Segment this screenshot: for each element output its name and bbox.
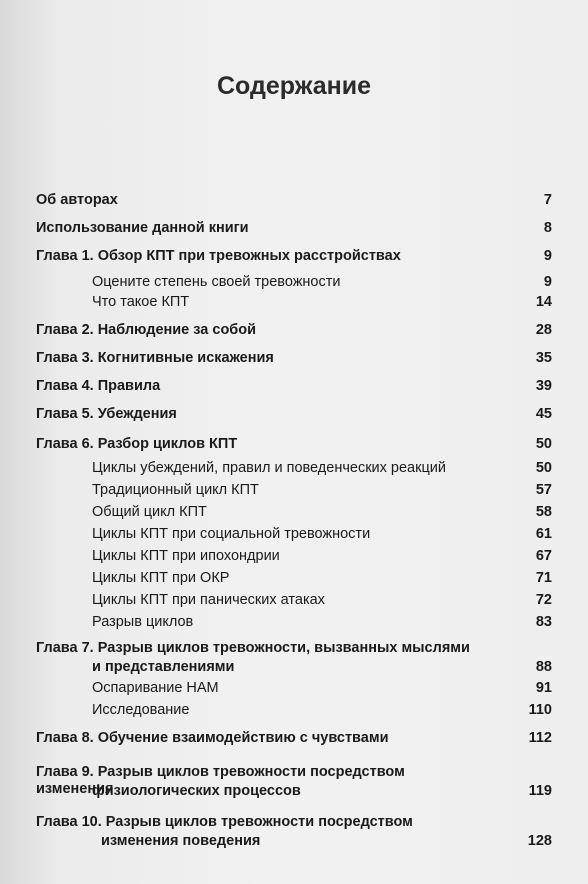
toc-entry-title: Исследование	[92, 702, 190, 718]
toc-entry-title: Глава 9. Разрыв циклов тревожности посредством изменения	[36, 764, 405, 797]
toc-page-number: 72	[535, 592, 552, 608]
toc-entry-title: Глава 5. Убеждения	[36, 406, 177, 422]
toc-entry-title: Что такое КПТ	[92, 294, 190, 310]
toc-page-number: 45	[535, 406, 552, 422]
toc-entry-title: Об авторах	[36, 192, 118, 208]
toc-page-number: 35	[535, 350, 552, 366]
toc-page-number: 67	[535, 548, 552, 564]
toc-page-number: 39	[535, 378, 552, 394]
toc-page-number: 112	[528, 730, 552, 746]
toc-entry-title: Глава 3. Когнитивные искажения	[36, 350, 274, 366]
toc-entry-title-continuation: изменения поведения	[101, 833, 261, 849]
toc-page-number: 71	[535, 570, 552, 586]
toc-page-number: 57	[535, 482, 552, 498]
toc-page-number: 83	[535, 614, 552, 630]
toc-entry-title: Использование данной книги	[36, 220, 249, 236]
toc-page-number: 14	[535, 294, 552, 310]
toc-entry-title: Циклы КПТ при панических атаках	[92, 592, 325, 608]
page-title: Содержание	[216, 72, 372, 100]
toc-entry-title: Глава 10. Разрыв циклов тревожности посредством	[36, 814, 413, 830]
toc-page-number: 128	[527, 833, 552, 849]
toc-entry-title: Глава 2. Наблюдение за собой	[36, 322, 257, 338]
toc-page-number: 58	[535, 504, 552, 520]
toc-page-number: 9	[543, 248, 552, 264]
toc-entry-title: Циклы убеждений, правил и поведенческих реакций	[92, 460, 446, 476]
toc-page-number: 88	[535, 659, 552, 675]
toc-entry-title: Глава 1. Обзор КПТ при тревожных расстройствах	[36, 248, 401, 264]
toc-page-number: 110	[528, 702, 552, 718]
toc-page-number: 28	[535, 322, 552, 338]
toc-entry-title: Циклы КПТ при ОКР	[92, 570, 230, 586]
toc-page-number: 8	[543, 220, 552, 236]
toc-entry-title: Разрыв циклов	[92, 614, 194, 630]
toc-entry-title: Оспаривание НАМ	[92, 680, 219, 696]
toc-entry-title: Традиционный цикл КПТ	[92, 482, 259, 498]
toc-page-number: 91	[535, 680, 552, 696]
toc-page-number: 7	[543, 192, 552, 208]
toc-page-number: 50	[535, 436, 552, 452]
toc-entry-title: Глава 6. Разбор циклов КПТ	[36, 436, 238, 452]
toc-page-number: 9	[543, 274, 552, 290]
toc-page-number: 119	[528, 783, 552, 799]
toc-page-number: 61	[535, 526, 552, 542]
toc-entry-title-continuation: и представлениями	[92, 659, 235, 675]
toc-entry-title: Общий цикл КПТ	[92, 504, 207, 520]
toc-entry-title: Глава 7. Разрыв циклов тревожности, вызванных мыслями	[36, 640, 470, 656]
toc-entry-title: Циклы КПТ при ипохондрии	[92, 548, 280, 564]
toc-entry-title: Циклы КПТ при социальной тревожности	[92, 526, 371, 542]
toc-entry-title-continuation: физиологических процессов	[92, 783, 301, 799]
toc-entry-title: Оцените степень своей тревожности	[92, 274, 341, 290]
toc-entry-title: Глава 4. Правила	[36, 378, 161, 394]
toc-page-number: 50	[535, 460, 552, 476]
toc-entry-title: Глава 8. Обучение взаимодействию с чувствами	[36, 730, 389, 746]
